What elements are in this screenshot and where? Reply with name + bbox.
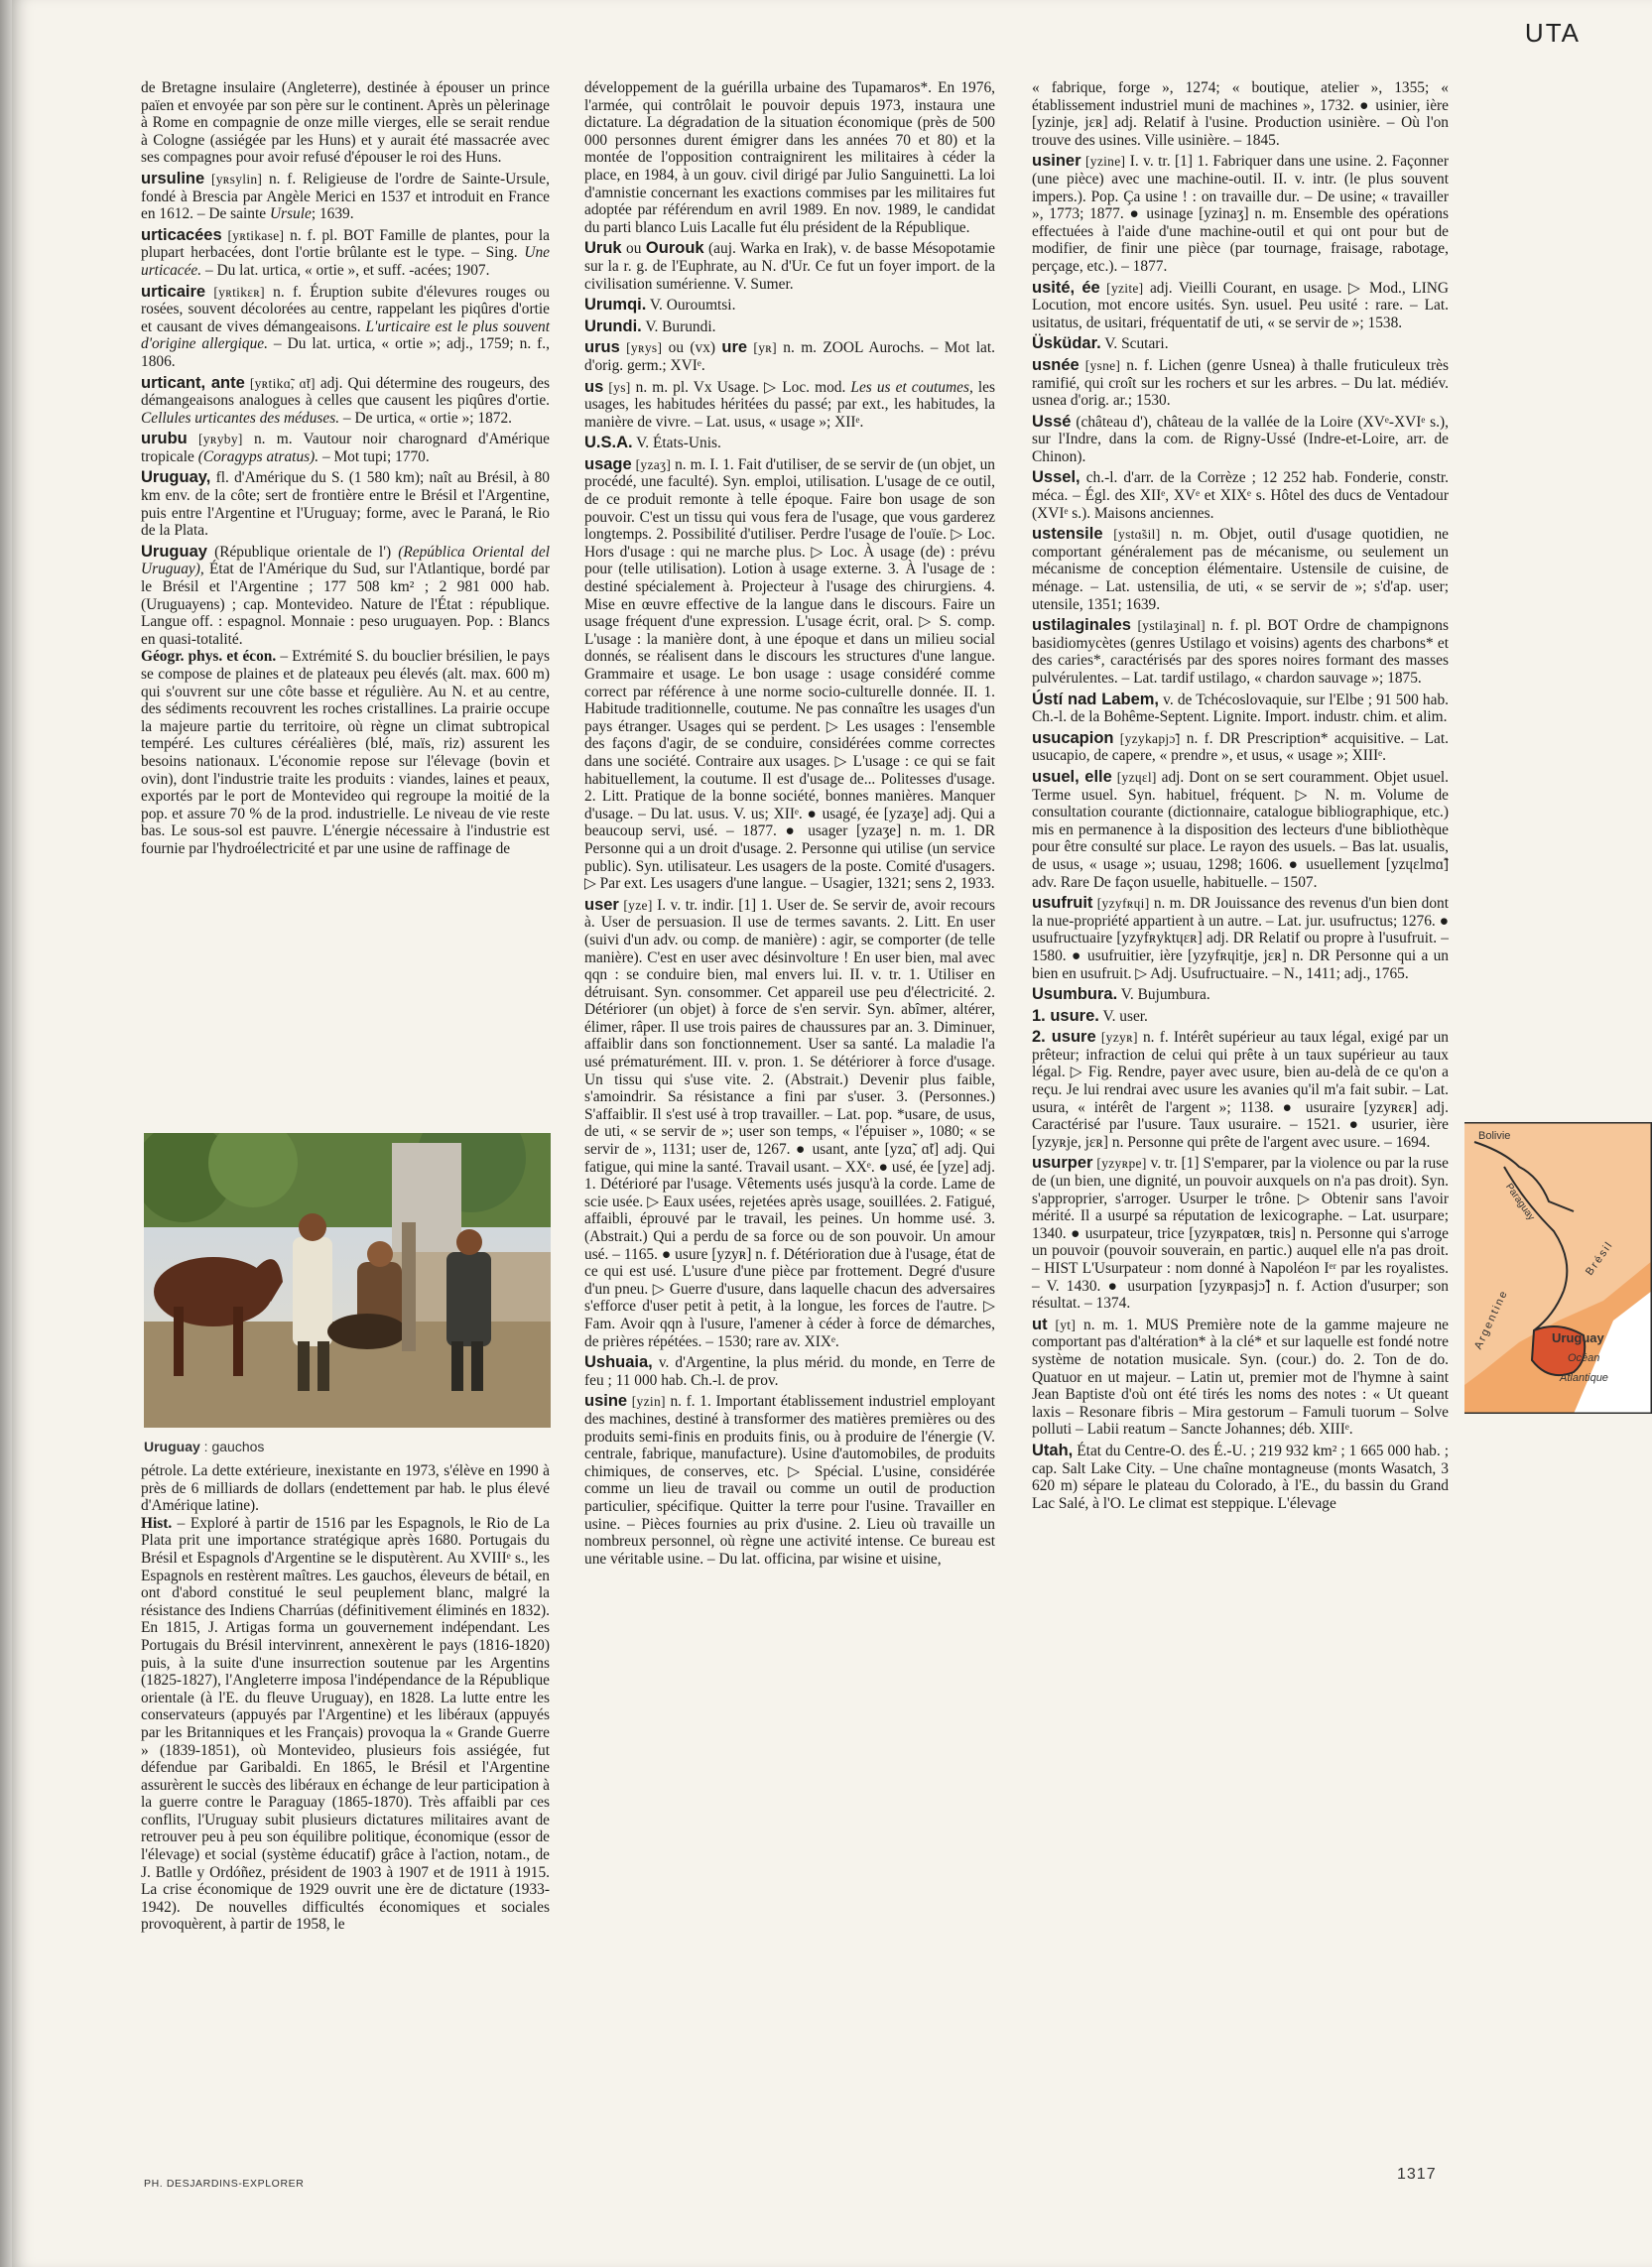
page-number: 1317: [1397, 2166, 1437, 2183]
headword: Üsküdar.: [1032, 334, 1101, 353]
phonetic: [yzaʒ]: [635, 456, 672, 472]
etymology: les usages, les habitudes héritées du passé; par ext., les habitudes, la manière de vivre. – Lat. usus, « usage »; XIIᵉ.: [584, 378, 995, 431]
entry-usnee: [1032, 357, 1449, 410]
entry-usine: [584, 1393, 995, 1568]
definition: État du Centre-O. des É.-U. ; 219 932 km² ; 1 665 000 hab. ; cap. Salt Lake City. – Une chaîne montagneuse (monts Wasatch, 3 620 m) sépare le plateau du Colorado, à l'E., du bassin du Grand Lac Salé, à l'O. Le climat est steppique. L'élevage: [1032, 1442, 1449, 1512]
definition: V. Ouroumtsi.: [646, 297, 736, 315]
definition: (château d'), château de la vallée de la Loire (XVᵉ-XVIᵉ s.), sur l'Indre, dans la com. de Rigny-Ussé (Indre-et-Loire, arr. de Chinon).: [1032, 413, 1449, 465]
headword: user: [584, 895, 619, 914]
definition: n. f. 1. Important établissement industriel employant des machines, destiné à transformer des matières premières ou des produits semi-finis en produits finis, ou à produire de l'énergie (V. centrale, fabrique, manufacture). Usine d'automobiles, de produits chimiques, de conserves, etc. ▷ Spécial. L'usine, considérée comme un lieu de travail ou comme un outil de production particulier, spécifique. Quitter la terre pour l'usine. Travailler en usine. – Pièces fournies au prix d'usine. 2. Lieu où travaille un nombreux personnel, où règne une activité intense. Ce bureau est une véritable usine. – Du lat. officina, par wisine et uisine,: [584, 1393, 995, 1568]
example: Ursule: [269, 205, 312, 223]
map-label-argentine: Argentine: [1472, 1288, 1511, 1352]
example: Cellules urticantes des méduses.: [141, 409, 340, 427]
section-title-history: Hist.: [141, 1514, 173, 1532]
entry-utah: [1032, 1443, 1449, 1512]
etymology: – Du lat. urtica, « ortie »; adj., 1759; n. f., 1806.: [141, 335, 550, 370]
map-label-paraguay: Paraguay: [1502, 1182, 1537, 1223]
definition: n. m. pl. Vx Usage. ▷ Loc. mod.: [630, 378, 851, 396]
definition: n. f. Intérêt supérieur au taux légal, exigé par un prêteur; infraction de celui qui prête à un taux supérieur au taux légal. ▷ Fig. Rendre, payer avec usure, bien au-delà de ce qu'on a reçu. Je lui rendrai avec usure les avanies qu'il m'a fait subir. – Lat. usura, « intérêt de l'argent »; 1138. ● usuraire [yzyʀɛʀ] adj. Caractérisé par l'usure. Taux usuraire. – 1521. ● usurier, ière [yzyʀje, jɛʀ] n. Personne qui prête de l'argent avec usure. – 1694.: [1032, 1029, 1449, 1151]
entry-ursuline: [141, 171, 550, 223]
entry-usite: [1032, 280, 1449, 332]
column-2: [584, 79, 995, 1572]
entry-usiner: [1032, 153, 1449, 275]
headword: Uruk: [584, 239, 622, 258]
definition: (auj. Warka en Irak), v. de basse Mésopotamie sur la r. g. de l'Euphrate, au N. d'Ur. Ce fut un foyer import. de la civilisation sumérienne. V. Sumer.: [584, 240, 995, 293]
connector: ou: [621, 240, 646, 258]
phonetic: [yʀsylin]: [210, 171, 263, 187]
definition: adj. Dont on se sert couramment. Objet usuel. Terme usuel. Syn. habituel, fréquent. ▷ N. m. Volume de consultation courante (dictionnaire, catalogue bibliographique, etc.) mis en permanence à la disposition des lecteurs d'une bibliothèque pour être consulté sur place. Le rayon des usuels. – Bas lat. usualis, de usus, « usage »; usuau, 1298; 1606. ● usuellement [yzɥɛlmɑ̃] adv. Rare De façon usuelle, habituelle. – 1507.: [1032, 768, 1449, 891]
definition: n. f. pl. BOT Famille de plantes, pour la plupart herbacées, dont l'ortie brûlante est le type. – Sing.: [141, 226, 550, 262]
definition: V. États-Unis.: [632, 435, 721, 452]
headword: usité, ée: [1032, 278, 1100, 297]
entry-uruguay-country: [141, 544, 550, 858]
example: Une urticacée.: [141, 244, 550, 279]
phonetic: [ystɑ̃sil]: [1113, 527, 1161, 543]
entry-continuation: « fabrique, forge », 1274; « boutique, atelier », 1355; « établissement industriel muni de machines », 1732. ● usinier, ière [yzinje, jɛʀ] adj. Relatif à l'usine. Production usinière. – Où l'on trouve des usines. Ville usinière. – 1845.: [1032, 79, 1449, 149]
headword: usuel, elle: [1032, 767, 1112, 786]
definition: n. m. Vautour noir charognard d'Amérique tropicale: [141, 431, 550, 465]
entry-urticant: [141, 375, 550, 428]
headword-variant: ure: [721, 338, 748, 357]
definition: adj. Vieilli Courant, en usage. ▷ Mod., LING Locution, mot encore usités. Syn. usuel. Peu usité : rare. – Lat. usitatus, de usitari, fréquentatif de uti, « se servir de »; 1538.: [1032, 279, 1449, 331]
entry-usumbura: [1032, 986, 1449, 1004]
headword: 1. usure.: [1032, 1006, 1099, 1025]
photo-credit: PH. DESJARDINS-EXPLORER: [144, 2178, 305, 2190]
definition: n. m. DR Jouissance des revenus d'un bien dont la nue-propriété appartient à un autre. – Lat. jur. usufructus; 1276. ● usufructuaire [yzyfʀyktɥɛʀ] adj. DR Relatif ou propre à l'usufruit. – 1580. ● usufruitier, ière [yzyfʀɥitje, jɛʀ] n. DR Personne qui a un bien en usufruit. ▷ Adj. Usufructuaire. – N., 1411; adj., 1765.: [1032, 895, 1449, 982]
running-head: UTA: [1524, 18, 1581, 48]
definition: V. Burundi.: [641, 317, 716, 335]
example: (Coragyps atratus).: [197, 447, 319, 465]
entry-usuel: [1032, 769, 1449, 891]
photo-caption: [144, 1439, 264, 1454]
headword: Urundi.: [584, 316, 642, 335]
map-label-bresil: Brésil: [1584, 1238, 1616, 1278]
definition: n. f. Religieuse de l'ordre de Sainte-Ursule, fondé à Brescia par Angèle Merici en 1537 et introduit en France en 1612. – De sainte: [141, 170, 550, 223]
definition: n. f. pl. BOT Ordre de champignons basidiomycètes (genres Ustilago et voisins) agents des charbons* et des caries*, caractérisés par des spores noires formant des masses pulvérulentes. – Lat. tardif ustilago, « chardon sauvage »; 1875.: [1032, 617, 1449, 687]
entry-us: [584, 379, 995, 432]
phonetic-variant: [yʀ]: [753, 340, 777, 356]
headword: urubu: [141, 430, 188, 448]
headword: Ushuaia,: [584, 1353, 653, 1372]
phonetic: [yze]: [623, 897, 653, 913]
definition: I. v. tr. [1] 1. Fabriquer dans une usine. 2. Façonner (une pièce) avec une machine-outil. II. v. intr. (le plus souvent impers.). Pop. Ça usine ! : on travaille dur. – De usine; « travailler », 1773; 1877. ● usinage [yzinaʒ] n. m. Ensemble des opérations effectuées à l'aide d'une machine-outil et qui ont pour but de modifier, de finir une pièce (par tournage, fraisage, rabotage, perçage, etc.). – 1877.: [1032, 153, 1449, 275]
definition-cont: État de l'Amérique du Sud, sur l'Atlantique, bordé par le Brésil et l'Argentine ; 177 508 km² ; 2 981 000 hab. (Uruguayens) ; cap. Montevideo. Nature de l'État : république. Langue off. : espagnol. Monnaie : peso uruguayen. Pop. : Blancs en quasi-totalité.: [141, 561, 550, 648]
definition: n. f. DR Prescription* acquisitive. – Lat. usucapio, de capere, « prendre », et usus, « usage »; XIIIᵉ.: [1032, 729, 1449, 765]
headword: usufruit: [1032, 894, 1093, 913]
headword-variant: Ourouk: [645, 239, 704, 258]
headword: 2. usure: [1032, 1028, 1096, 1047]
example: L'urticaire est le plus souvent d'origine allergique.: [141, 317, 550, 353]
entry-usage: [584, 456, 995, 893]
history-paragraph: [141, 1515, 550, 1934]
phonetic: [yʀys]: [626, 340, 663, 356]
definition: n. m. Objet, outil d'usage quotidien, ne comportant généralement pas de mécanisme, ou seulement un mécanisme de conception élémentaire. Ustensile de cuisine, de ménage. – Lat. ustensilia, de uti, « se servir de »; s'd'ap. user; utensile, 1351; 1639.: [1032, 526, 1449, 613]
headword: urticant, ante: [141, 373, 245, 392]
etymology: – De urtica, « ortie »; 1872.: [339, 409, 513, 427]
entry-ut: [1032, 1317, 1449, 1439]
entry-user: [584, 897, 995, 1350]
entry-usti-nad-labem: [1032, 692, 1449, 726]
headword: usurper: [1032, 1154, 1093, 1173]
phonetic: [yt]: [1055, 1317, 1077, 1332]
entry-usucapion: [1032, 730, 1449, 765]
map-label-atlantique: Atlantique: [1560, 1372, 1608, 1384]
definition: (République orientale de l'): [214, 543, 399, 561]
headword: usnée: [1032, 355, 1080, 374]
definition: n. f. Lichen (genre Usnea) à thalle fruticuleux très ramifié, qui croît sur les rochers et sur les arbres. – Du lat. médiév. usnea d'orig. ar.; 1530.: [1032, 356, 1449, 410]
entry-usure-2: [1032, 1029, 1449, 1151]
headword: Usumbura.: [1032, 985, 1118, 1004]
map-label-bolivie: Bolivie: [1478, 1130, 1511, 1142]
headword: U.S.A.: [584, 434, 633, 452]
example: Les us et coutumes,: [850, 378, 973, 396]
caption-term: Uruguay: [144, 1439, 200, 1454]
history-text: – Exploré à partir de 1516 par les Espagnols, le Rio de La Plata prit une importance stratégique après 1680. Portugais du Brésil et Espagnols d'Argentine se le disputèrent. Au XVIIIᵉ s., les Espagnols en restèrent maîtres. Les gauchos, éleveurs de bétail, en ont d'abord constitué le seul peuplement blanc, malgré la résistance des Indiens Charrúas (définitivement éliminés en 1832). En 1815, J. Artigas forma un gouvernement indépendant. Les Portugais du Brésil intervinrent, annexèrent le pays (1816-1820) puis, à la suite d'une insurrection soutenue par les Argentins (1825-1827), l'Angleterre imposa l'indépendance de la République orientale (à l'E. du fleuve Uruguay), en 1828. La lutte entre les conservateurs (appuyés par l'Argentine) et les libéraux (appuyés par les Britanniques et les Français) provoqua la « Grande Guerre » (1839-1851), où Montevideo, plusieurs fois assiégée, fut défendue par Garibaldi. En 1865, le Brésil et l'Argentine assurèrent le succès des libéraux en échange de leur participation à la guerre contre le Paraguay (1865-1870). Très affaibli par ces conflits, l'Uruguay subit plusieurs dictatures militaires avant de retrouver peu à peu son équilibre politique, économique (essor de l'élevage) et social (système éducatif) grâce à l'action, notam., de J. Batlle y Ordóñez, président de 1903 à 1907 et de 1911 à 1915. La crise économique de 1929 ouvrit une ère de dictature (1933-1942). De nouvelles difficultés économiques et sociales provoquèrent, à partir de 1958, le: [141, 1514, 550, 1934]
phonetic: [yzykapjɔ̃]: [1119, 730, 1181, 746]
uruguay-locator-map: [1464, 1122, 1652, 1414]
headword: usucapion: [1032, 728, 1114, 747]
definition: V. Bujumbura.: [1117, 986, 1210, 1004]
entry-urumqi: [584, 297, 995, 315]
phonetic: [ys]: [608, 379, 631, 395]
definition: n. m. ZOOL Aurochs. – Mot lat. d'orig. germ.; XVIᵉ.: [584, 339, 995, 374]
column-1-bottom: [141, 1462, 550, 1934]
phonetic: [yzyfʀɥi]: [1096, 896, 1150, 912]
entry-continuation: développement de la guérilla urbaine des Tupamaros*. En 1976, l'armée, qui contrôlait le pouvoir depuis 1973, instaura une dictature. La dégradation de la situation économique (près de 500 000 personnes durent émigrer dans les années 70 et 80) et la montée de l'opposition contraignirent les militaires à céder la place, en 1984, à un gouv. civil dirigé par Julio Sanguinetti. La loi d'amnistie concernant les exactions commises par les militaires fut adoptée par référendum en avril 1989. En nov. 1989, le candidat du parti blanco Luis Lacalle fut élu président de la République.: [584, 79, 995, 236]
phonetic: [yʀyby]: [198, 432, 243, 447]
etymology: – Du lat. urtica, « ortie », et suff. -acées; 1907.: [201, 261, 490, 279]
headword: usage: [584, 454, 632, 473]
headword: urticacées: [141, 225, 222, 244]
entry-uskudar: [1032, 335, 1449, 353]
entry-ustensile: [1032, 526, 1449, 613]
column-1: [141, 79, 550, 862]
dictionary-page: [12, 0, 1652, 2267]
phonetic: [yzɥɛl]: [1116, 769, 1157, 785]
phonetic: [yzin]: [631, 1394, 666, 1410]
entry-usse: [1032, 414, 1449, 466]
headword: ustensile: [1032, 525, 1103, 544]
headword: urus: [584, 338, 620, 357]
headword: ustilaginales: [1032, 616, 1131, 635]
headword: Uruguay,: [141, 468, 211, 487]
gauchos-photo: [144, 1133, 551, 1428]
phonetic: [yʀtikɑ̃, ɑ̃t]: [249, 375, 316, 391]
entry-uruk: [584, 240, 995, 293]
definition: n. f. Éruption subite d'élevures rouges ou rosées, souvent décolorées au centre, rappelant les piqûres d'ortie et causant de vives démangeaisons.: [141, 283, 550, 335]
definition: v. d'Argentine, la plus mérid. du monde, en Terre de feu ; 11 000 hab. Ch.-l. de prov.: [584, 1354, 995, 1389]
column-3: [1032, 79, 1449, 1516]
headword: urticaire: [141, 282, 206, 301]
phonetic: [yzyʀ]: [1100, 1030, 1138, 1046]
headword: usiner: [1032, 152, 1081, 171]
entry-ustilaginales: [1032, 617, 1449, 687]
gauchos-photo-image: [144, 1133, 551, 1428]
headword: ut: [1032, 1315, 1048, 1333]
definition: n. m. 1. MUS Première note de la gamme majeure ne comportant pas d'altération* à la clé* et sur laquelle est fondé notre système de notation musicale. Syn. (cour.) do. 2. Ton de do. Quatuor en ut majeur. – Latin ut, premier mot de l'hymne à saint Jean Baptiste d'où ont été tirés les noms des notes : « Ut queant laxis – Resonare fibris – Mira gestorum – Famuli tuorum – Solve polluti – Labii reatum – Sancte Johannes; déb. XIIIᵉ.: [1032, 1316, 1449, 1439]
section-title-geography: Géogr. phys. et écon.: [141, 648, 277, 666]
phonetic: [yʀtikase]: [227, 227, 285, 243]
connector: ou (vx): [662, 339, 722, 357]
phonetic: [yzite]: [1106, 280, 1144, 296]
entry-ushuaia: [584, 1354, 995, 1389]
phonetic: [ysne]: [1084, 357, 1121, 373]
entry-urticaire: [141, 284, 550, 371]
definition: fl. d'Amérique du S. (1 580 km); naît au Brésil, à 80 km env. de la côte; sert de frontière entre le Brésil et l'Argentine, puis entre l'Argentine et l'Uruguay; forme, avec le Paraná, le Rio de la Plata.: [141, 469, 550, 540]
definition: V. user.: [1098, 1007, 1148, 1025]
definition: n. m. I. 1. Fait d'utiliser, de se servir de (un objet, un procédé, une faculté). Syn. emploi, utilisation. L'usage de ce outil, de ce produit remonte à telle époque. Faire bon usage de son pouvoir. C'est un tissu qui vous fera de l'usage, que vous garderez longtemps. 2. Possibilité d'utiliser. Perdre l'usage de l'ouïe. ▷ Loc. Hors d'usage : qui ne marche plus. ▷ Loc. À usage (de) : prévu pour (telle utilisation). Lotion à usage externe. 3. À l'usage de : destiné spécialement à. Projecteur à l'usage des chirurgiens. 4. Mise en œuvre effective de la langue dans le discours. Faire un usage fréquent d'une expression. L'usage écrit, oral. ▷ S. comp. L'usage : la manière dont, à une époque et dans un milieu social donnés, se réalisent dans le discours les structures d'une langue. Grammaire et usage. Le bon usage : usage considéré comme correct par référence à une norme socio-culturelle donnée. II. 1. Habitude traditionnelle, coutume. Ne pas connaître les usages d'un pays étranger. Usages qui se perdent. ▷ Les usages : l'ensemble des façons d'agir, de se conduire, considérées comme correctes dans une société. Contraire aux usages. ▷ L'usage : ce qui se fait habituellement, la coutume. Il est d'usage de... Politesses d'usage. 2. Litt. Pratique de la bonne société, bonnes manières. Manquer d'usage. – Du lat. usus. V. us; XIIᵉ. ● usagé, ée [yzaʒe] adj. Qui a beaucoup servi, usé. – 1877. ● usager [yzaʒe] n. m. 1. DR Personne qui a un droit d'usage. 2. Personne qui utilise (un service public). Syn. utilisateur. Les usagers de la poste. Comité d'usagers. ▷ Par ext. Les usagers d'une langue. – Usagier, 1321; sens 2, 1933.: [584, 455, 995, 893]
entry-usurper: [1032, 1155, 1449, 1312]
economy-continuation: pétrole. La dette extérieure, inexistante en 1973, s'élève en 1990 à près de 6 milliards de dollars (endettement par hab. le plus élevé d'Amérique latine).: [141, 1462, 550, 1515]
uruguay-map-svg: [1464, 1122, 1652, 1414]
phonetic: [yzine]: [1084, 154, 1126, 170]
entry-urus: [584, 339, 995, 374]
headword: ursuline: [141, 169, 205, 188]
phonetic: [yʀtikɛʀ]: [213, 284, 265, 300]
etymology: ; 1639.: [311, 205, 354, 223]
definition: I. v. tr. indir. [1] 1. User de. Se servir de, avoir recours à. User de persuasion. Il use de termes savants. 2. Litt. En user (suivi d'un adv. ou comp. de manière) : agir, se comporter (de telle manière). C'est en user avec désinvolture ! En user bien, mal avec qqn : se conduire bien, mal envers lui. II. v. tr. 1. Utiliser en détruisant. Syn. consommer. Cet appareil use peu d'électricité. 2. Détériorer (un objet) à force de s'en servir. Syn. abîmer, altérer, élimer, râper. Il use trois paires de chaussures par an. 3. Diminuer, affaiblir dans son fonctionnement. User sa santé. La maladie l'a usé prématurément. III. v. pron. 1. Se détériorer à force d'usage. Un tissu qui s'use vite. 2. (Abstrait.) Devenir plus faible, s'amoindrir. Sa résistance a fini par s'user. 3. (Personnes.) S'affaiblir. Il s'est usé à trop travailler. – Lat. pop. *usare, de usus, de uti, « se servir de »; user son temps, « l'épuiser », 1080; « se servir de », 1131; user de, 1267. ● usant, ante [yzɑ̃, ɑ̃t] adj. Qui fatigue, qui mine la santé. Travail usant. – XXᵉ. ● usé, ée [yze] adj. 1. Détérioré par l'usage. Vêtements usés jusqu'à la corde. Lame de scie usée. ▷ Eaux usées, rejetées après usage, souillées. 2. Fatigué, affaibli, éprouvé par le travail, les peines. Un homme usé. 3. (Abstrait.) Qui a perdu de sa force ou de son pouvoir. Un amour usé. – 1165. ● usure [yzyʀ] n. f. Détérioration due à l'usage, état de ce qui est usé. L'usure d'une pièce par frottement. Degré d'usure d'un pneu. ▷ Guerre d'usure, dans laquelle chacun des adversaires s'efforce d'user petit à petit, à la longue, les forces de l'autre. ▷ Fam. Avoir qqn à l'usure, l'amener à céder à force de démarches, de prières répétées. – 1530; rare av. XIXᵉ.: [584, 896, 995, 1350]
definition: v. tr. [1] S'emparer, par la violence ou par la ruse de (un bien, une dignité, un pouvoir auxquels on n'a pas droit). Syn. s'approprier, s'arroger. Usurper le trône. ▷ Obtenir sans l'avoir mérité. Il a usurpé sa réputation de lexicographe. – Lat. usurpare; 1340. ● usurpateur, trice [yzyʀpatœʀ, tʀis] n. Personne qui s'arroge un pouvoir (pouvoir souverain, en partic.) auquel elle n'a pas droit. – HIST L'Usurpateur : nom donné à Napoléon Iᵉʳ par les royalistes. – V. 1430. ● usurpation [yzyʀpasjɔ̃] n. f. Action d'usurper; son résultat. – 1374.: [1032, 1155, 1449, 1313]
headword: Utah,: [1032, 1441, 1074, 1459]
geography-text: – Extrémité S. du bouclier brésilien, le pays se compose de plaines et de plateaux peu élevés (alt. max. 600 m) qui s'ouvrent sur une côte basse et régulière. Au N. et au centre, des sédiments recouvrent les roches cristallines. La prairie occupe la majeure partie du territoire, où règne un climat subtropical tempéré. Les cultures céréalières (blé, maïs, riz) assurent les besoins nationaux. L'économie repose sur l'élevage (bovin et ovin), dont l'industrie traite les produits : viandes, laines et peaux, exportés par le port de Montevideo qui regroupe la moitié de la pop. et assure 70 % de la prod. industrielle. Le niveau de vie reste bas. Le sous-sol est pauvre. L'énergie nécessaire à l'industrie est fournie par l'hydroélectricité et par une usine de raffinage de: [141, 648, 551, 857]
entry-ussel: [1032, 469, 1449, 522]
map-label-ocean: Océan: [1568, 1352, 1600, 1364]
headword: Urumqi.: [584, 296, 647, 315]
definition: v. de Tchécoslovaquie, sur l'Elbe ; 91 500 hab. Ch.-l. de la Bohême-Septent. Lignite. Import. industr. chim. et alim.: [1032, 691, 1449, 726]
entry-urubu: [141, 431, 550, 465]
entry-usure-1: [1032, 1008, 1449, 1026]
example: (República Oriental del Uruguay),: [141, 543, 550, 578]
entry-usa: [584, 435, 995, 452]
definition: ch.-l. d'arr. de la Corrèze ; 12 252 hab. Fonderie, constr. méca. – Égl. des XIIᵉ, XVᵉ et XIXᵉ s. Hôtel des ducs de Ventadour (XVIᵉ s.). Maisons anciennes.: [1032, 469, 1449, 522]
entry-uruguay-river: [141, 469, 550, 539]
entry-continuation: de Bretagne insulaire (Angleterre), destinée à épouser un prince païen et envoyée par son père sur le continent. Après un pèlerinage à Rome en compagnie de onze mille vierges, elle se serait rendue à Cologne (assiégée par les Huns) et y aurait été massacrée avec ses compagnes pour avoir refusé d'épouser le roi des Huns.: [141, 79, 550, 167]
headword: us: [584, 377, 604, 396]
headword: usine: [584, 1392, 628, 1411]
phonetic: [ystilaʒinal]: [1137, 618, 1206, 634]
headword: Ussel,: [1032, 468, 1080, 487]
headword: Uruguay: [141, 542, 207, 561]
phonetic: [yzyʀpe]: [1096, 1156, 1147, 1172]
headword: Ussé: [1032, 412, 1072, 431]
definition: V. Scutari.: [1100, 335, 1169, 353]
etymology: – Mot tupi; 1770.: [318, 447, 430, 465]
entry-urundi: [584, 318, 995, 336]
headword: Ústí nad Labem,: [1032, 690, 1160, 708]
entry-usufruit: [1032, 895, 1449, 982]
definition: adj. Qui détermine des rougeurs, des démangeaisons analogues à celles que causent les piqûres d'ortie.: [141, 374, 550, 410]
caption-text: : gauchos: [199, 1439, 265, 1454]
entry-urticacees: [141, 227, 550, 280]
map-label-uruguay: Uruguay: [1552, 1330, 1604, 1345]
